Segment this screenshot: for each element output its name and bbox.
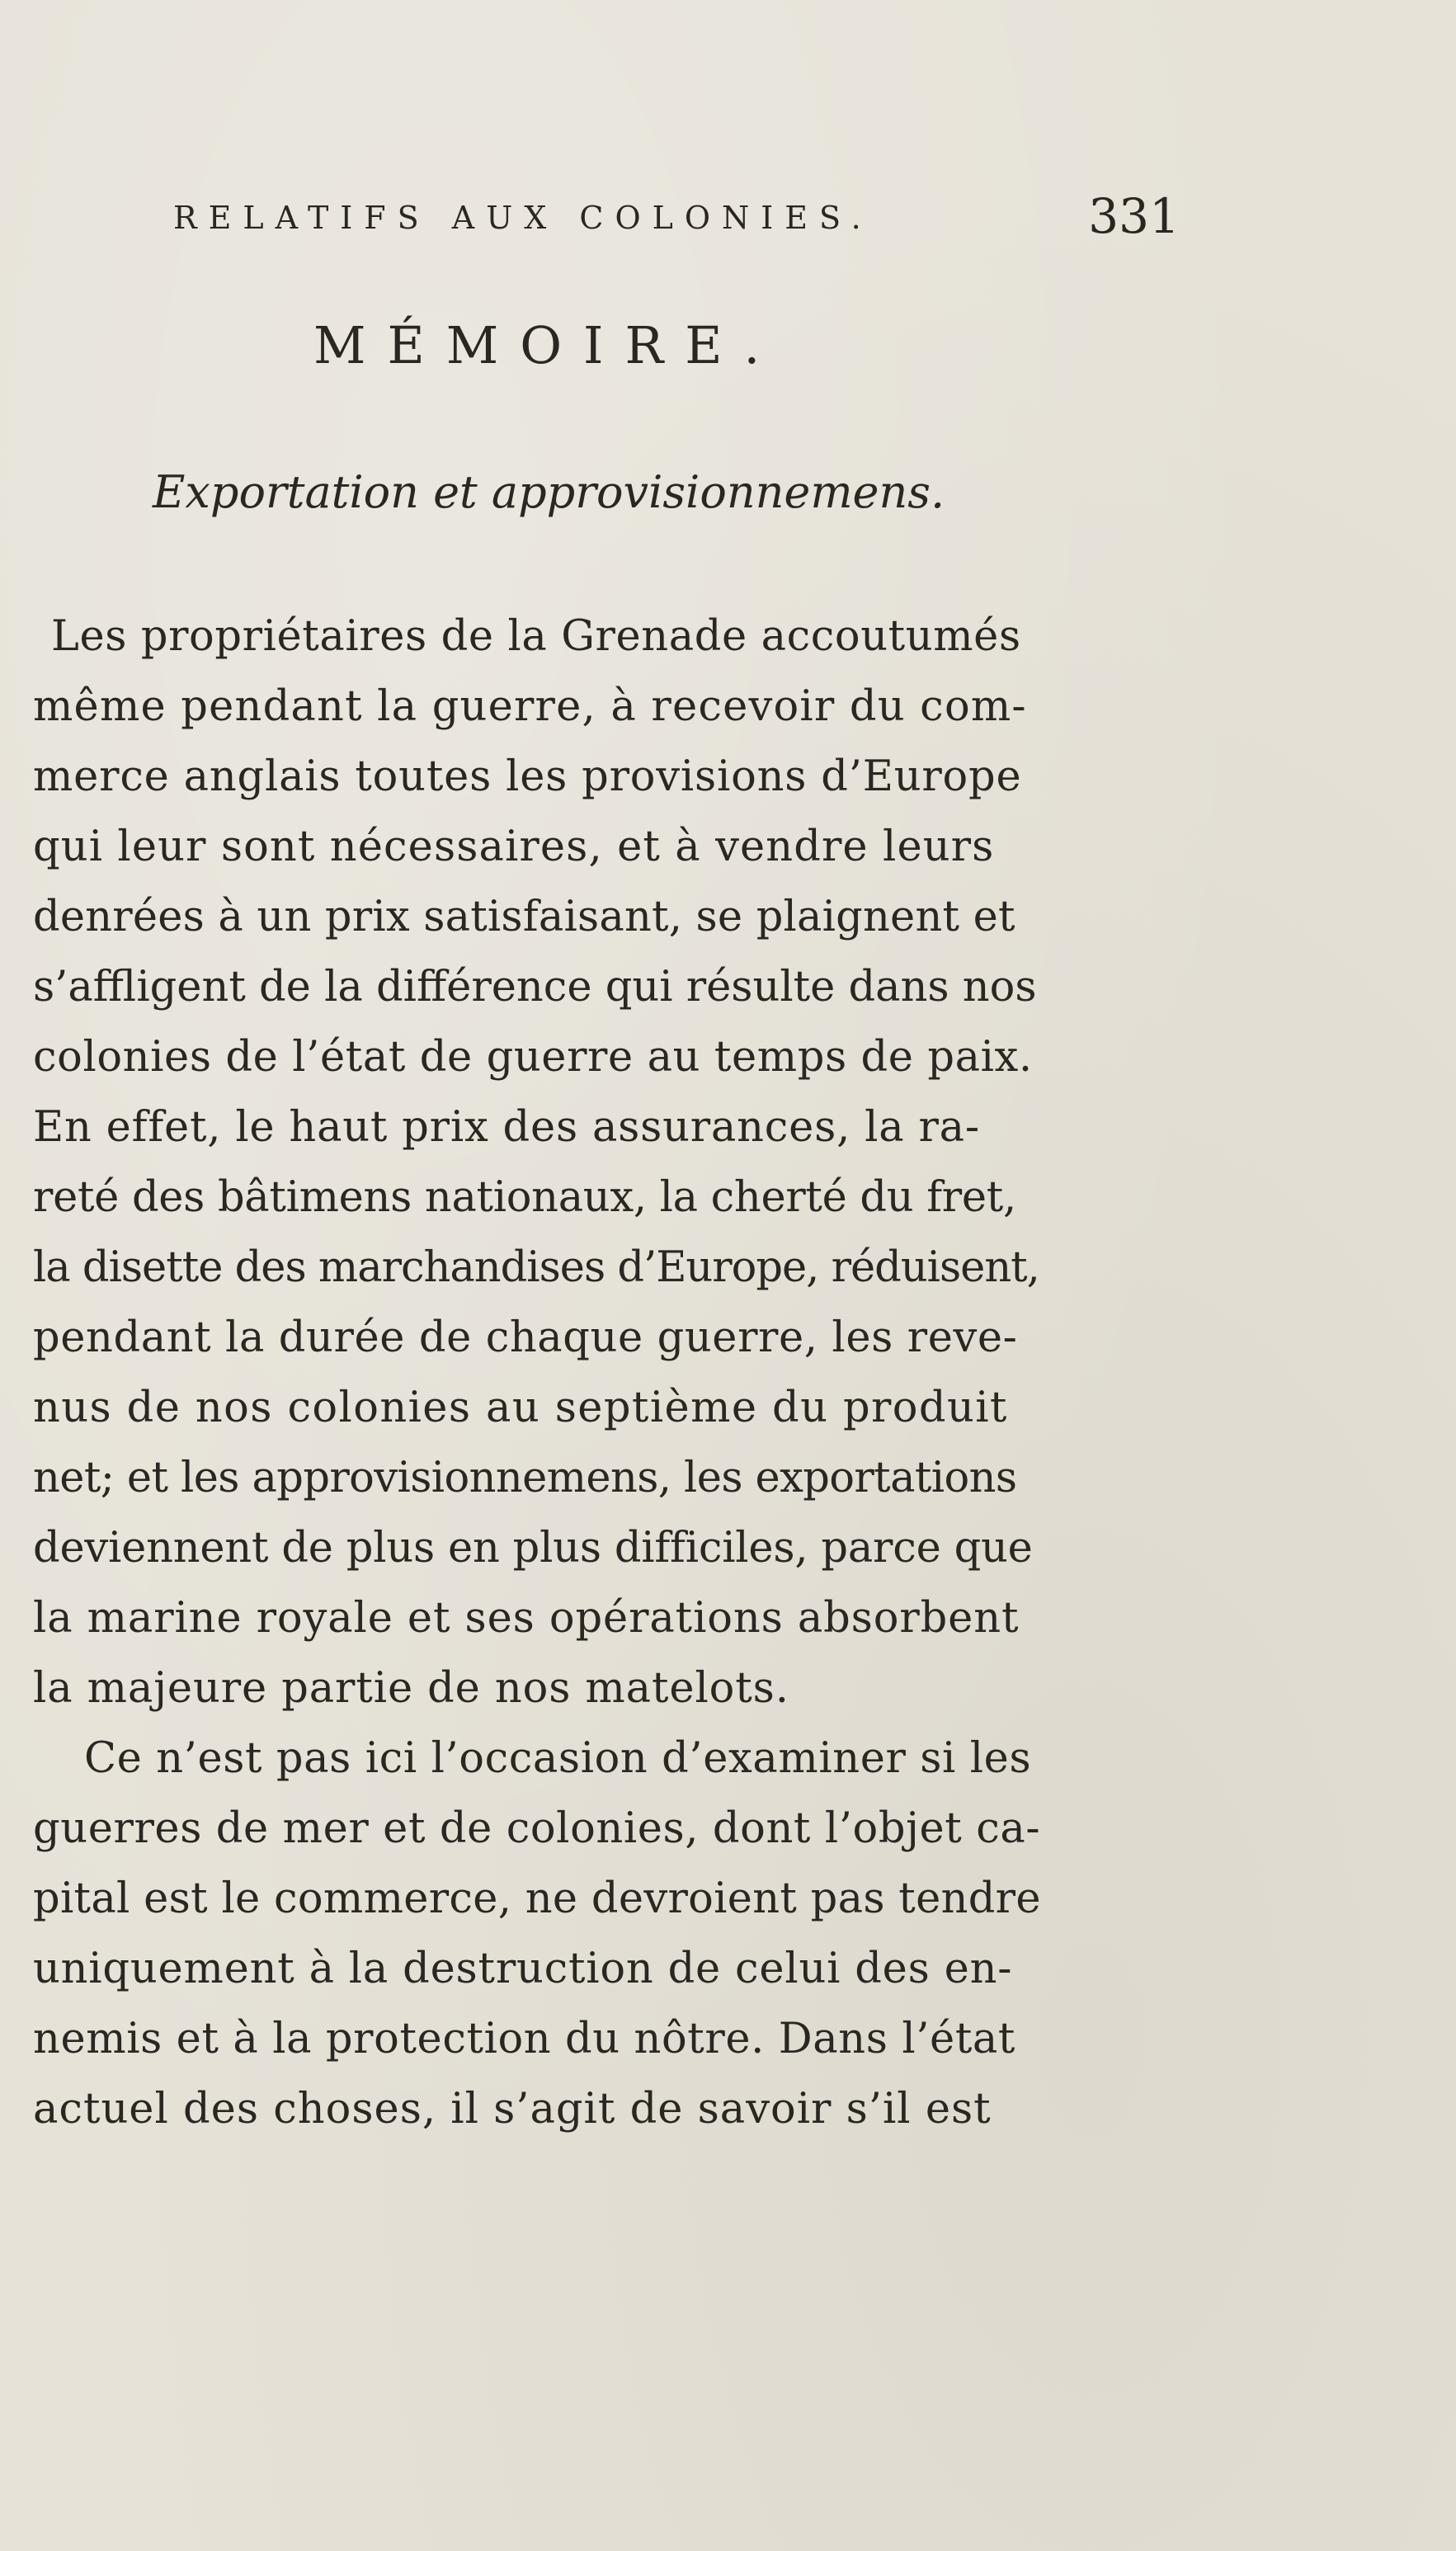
text-line: s’affligent de la différence qui résulte dans nos	[33, 963, 1037, 1011]
text-line: Ce n’est pas ici l’occasion d’examiner si les	[84, 1734, 1032, 1783]
text-line: guerres de mer et de colonies, dont l’objet ca-	[33, 1804, 1041, 1853]
text-line: nus de nos colonies au septième du produit	[33, 1384, 1008, 1432]
text-line: la marine royale et ses opérations absorbent	[33, 1594, 1020, 1643]
text-line: pital est le commerce, ne devroient pas tendre	[33, 1874, 1041, 1923]
text-line: nemis et à la protection du nôtre. Dans l’état	[33, 2015, 1016, 2063]
text-line: actuel des choses, il s’agit de savoir s’il est	[33, 2085, 992, 2134]
text-line: même pendant la guerre, à recevoir du com-	[33, 682, 1027, 731]
text-line: Les propriétaires de la Grenade accoutumés	[51, 612, 1021, 661]
text-line: colonies de l’état de guerre au temps de paix.	[33, 1033, 1033, 1082]
text-line: merce anglais toutes les provisions d’Europe	[33, 752, 1022, 801]
text-line: la majeure partie de nos matelots.	[33, 1664, 789, 1713]
text-line: la disette des marchandises d’Europe, réduisent,	[33, 1243, 1039, 1292]
text-line: En effet, le haut prix des assurances, la ra-	[33, 1103, 980, 1152]
text-line: uniquement à la destruction de celui des en-	[33, 1945, 1013, 1993]
text-line: net; et les approvisionnemens, les exportations	[33, 1454, 1017, 1502]
section-title: MÉMOIRE.	[313, 315, 782, 375]
text-line: deviennent de plus en plus difficiles, parce que	[33, 1524, 1033, 1573]
text-line: pendant la durée de chaque guerre, les reve-	[33, 1313, 1018, 1362]
page-number: 331	[1088, 188, 1180, 244]
text-line: denrées à un prix satisfaisant, se plaignent et	[33, 893, 1015, 941]
section-subtitle: Exportation et approvisionnemens.	[153, 466, 945, 518]
running-title: RELATIFS AUX COLONIES.	[173, 200, 873, 236]
text-line: qui leur sont nécessaires, et à vendre leurs	[33, 823, 995, 871]
running-head	[173, 188, 1180, 246]
text-line: reté des bâtimens nationaux, la cherté du fret,	[33, 1173, 1016, 1222]
